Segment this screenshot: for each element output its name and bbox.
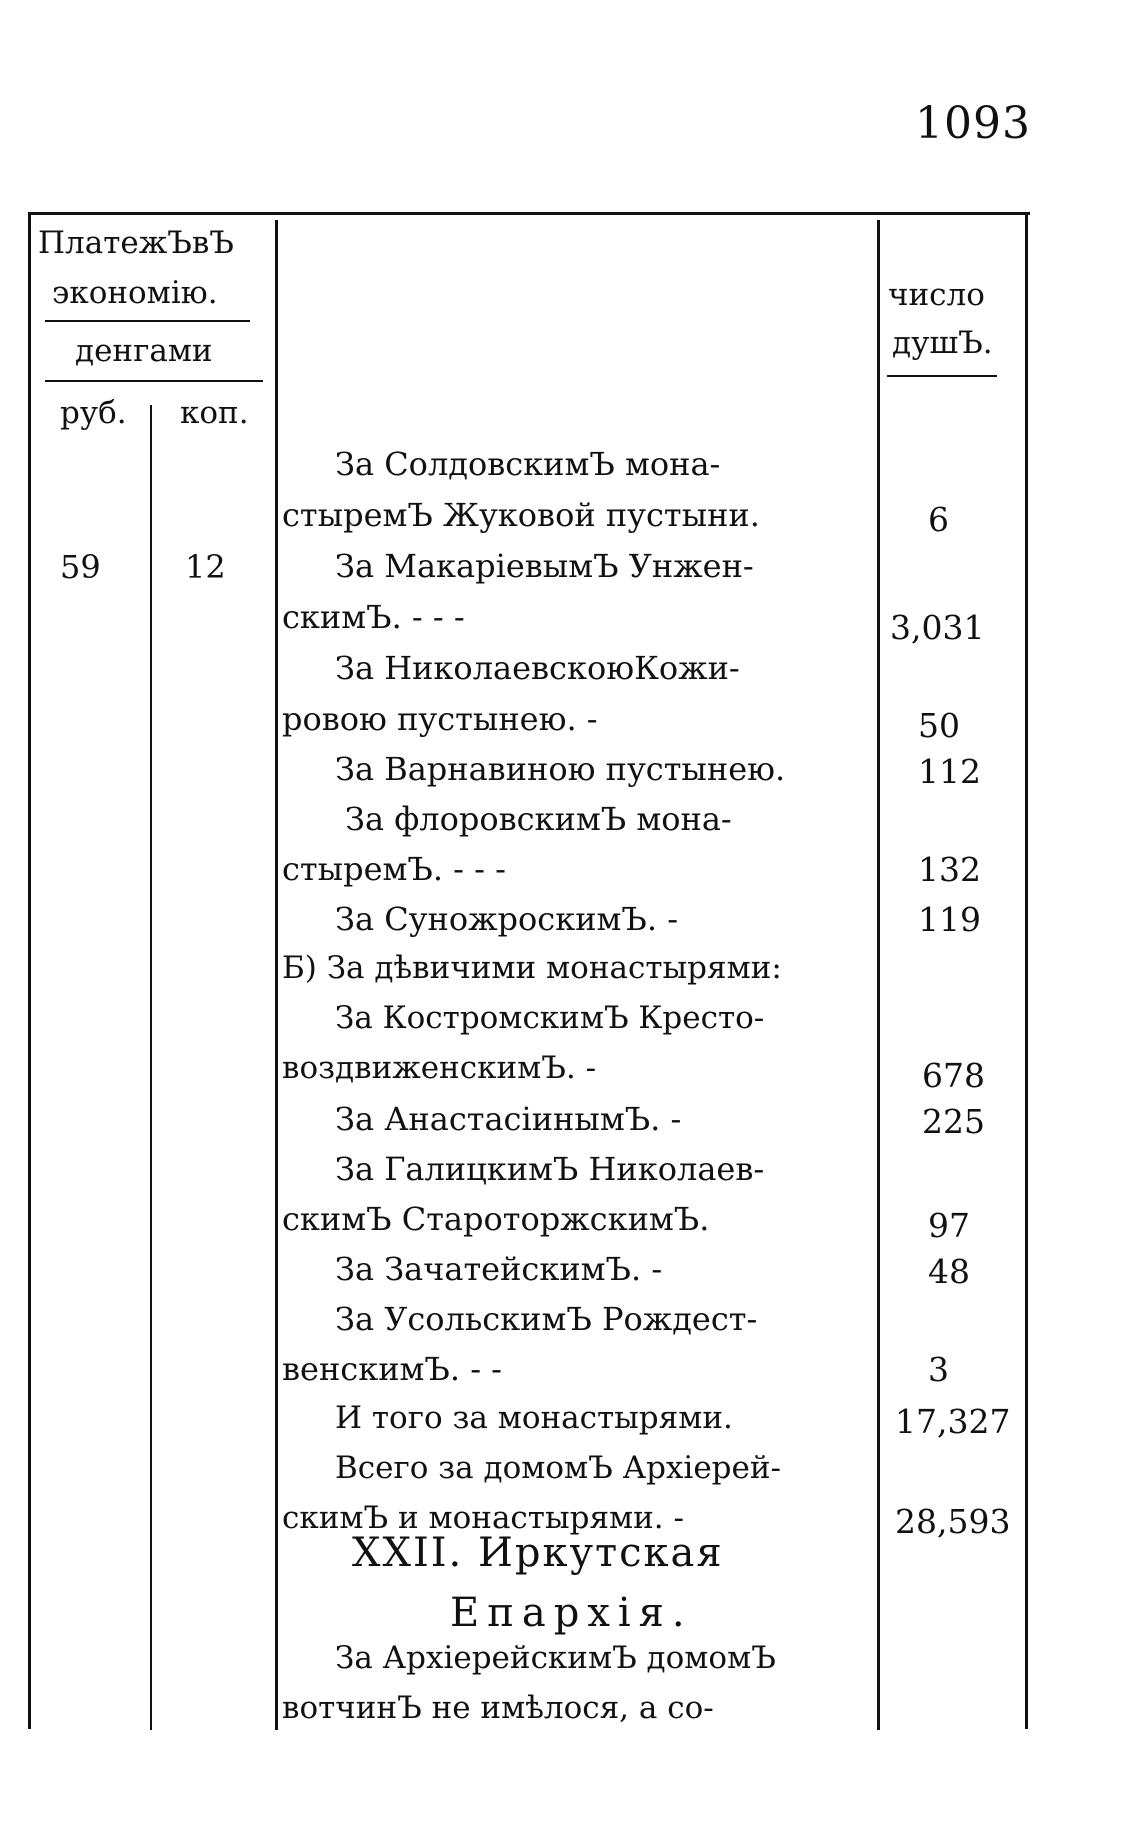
entry-7-line-1: воздвиженскимЪ. - <box>282 1050 597 1086</box>
entry-2-line-0: За НиколаевскоюКожи- <box>335 649 740 687</box>
entry-11-line-1: венскимЪ. - - <box>282 1350 502 1388</box>
souls-header-rule <box>887 375 997 377</box>
entry-4-line-0: За флоровскимЪ мона- <box>345 800 732 838</box>
entry-3-souls: 112 <box>918 752 981 791</box>
souls-header-line2: душЪ. <box>892 325 993 361</box>
payment-header: ПлатежЪвЪ <box>38 225 234 261</box>
payment-column-divider <box>275 220 278 1730</box>
money-header: денгами <box>75 333 213 369</box>
left-border <box>28 214 31 1729</box>
page-number: 1093 <box>915 98 1031 149</box>
entry-7-line-0: За КостромскимЪ Кресто- <box>335 1000 765 1036</box>
entry-11-souls: 3 <box>928 1350 949 1389</box>
section-title-line2: Епархія. <box>450 1590 693 1636</box>
entry-4-souls: 132 <box>918 850 981 889</box>
entry-1-line-0: За МакаріевымЪ Унжен- <box>335 547 754 585</box>
entry-0-line-0: За СолдовскимЪ мона- <box>335 445 721 483</box>
entry-13-line-0: Всего за домомЪ Архіерей- <box>335 1450 782 1486</box>
entry-0-souls: 6 <box>928 500 949 539</box>
payment-header-rule-2 <box>45 380 263 382</box>
souls-header-line1: число <box>888 277 985 313</box>
entry-10-line-0: За ЗачатейскимЪ. - <box>335 1250 663 1288</box>
entry-7-souls: 678 <box>922 1056 985 1095</box>
payment-kop-value: 12 <box>185 548 226 586</box>
rub-kop-divider <box>150 405 152 1730</box>
entry-10-souls: 48 <box>928 1252 970 1291</box>
entry-5-line-0: За СуножроскимЪ. - <box>335 900 678 938</box>
souls-column-divider <box>877 220 880 1730</box>
entry-13-souls: 28,593 <box>895 1502 1011 1541</box>
entry-0-line-1: стыремЪ Жуковой пустыни. <box>282 496 760 534</box>
entry-9-line-1: скимЪ СтароторжскимЪ. <box>282 1200 710 1238</box>
entry-2-line-1: ровою пустынею. - <box>282 700 598 738</box>
payment-header-rule-1 <box>45 320 250 322</box>
section-text-line2: вотчинЪ не имѣлося, а со- <box>282 1690 714 1726</box>
entry-5-souls: 119 <box>918 900 981 939</box>
economy-header: экономію. <box>52 275 218 311</box>
entry-12-line-0: И того за монастырями. <box>335 1400 733 1436</box>
kop-header: коп. <box>180 395 249 431</box>
entry-8-souls: 225 <box>922 1102 985 1141</box>
entry-8-line-0: За АнастасіинымЪ. - <box>335 1100 682 1138</box>
payment-rub-value: 59 <box>60 548 101 586</box>
entry-2-souls: 50 <box>918 706 960 745</box>
entry-11-line-0: За УсольскимЪ Рождест- <box>335 1300 758 1338</box>
entry-1-souls: 3,031 <box>890 608 985 647</box>
entry-3-line-0: За Варнавиною пустынею. <box>335 750 786 788</box>
entry-1-line-1: скимЪ. - - - <box>282 598 465 636</box>
entry-4-line-1: стыремЪ. - - - <box>282 850 506 888</box>
entry-12-souls: 17,327 <box>895 1402 1011 1441</box>
rub-header: руб. <box>60 395 127 431</box>
top-rule <box>28 212 1030 215</box>
entry-13-line-1: скимЪ и монастырями. - <box>282 1500 684 1536</box>
entry-9-line-0: За ГалицкимЪ Николаев- <box>335 1150 765 1188</box>
entry-9-souls: 97 <box>928 1206 970 1245</box>
section-title-line1: XXII. Иркутская <box>352 1530 724 1576</box>
entry-6-line-0: Б) За дѣвичими монастырями: <box>282 950 782 986</box>
section-text-line1: За АрхіерейскимЪ домомЪ <box>335 1640 776 1676</box>
